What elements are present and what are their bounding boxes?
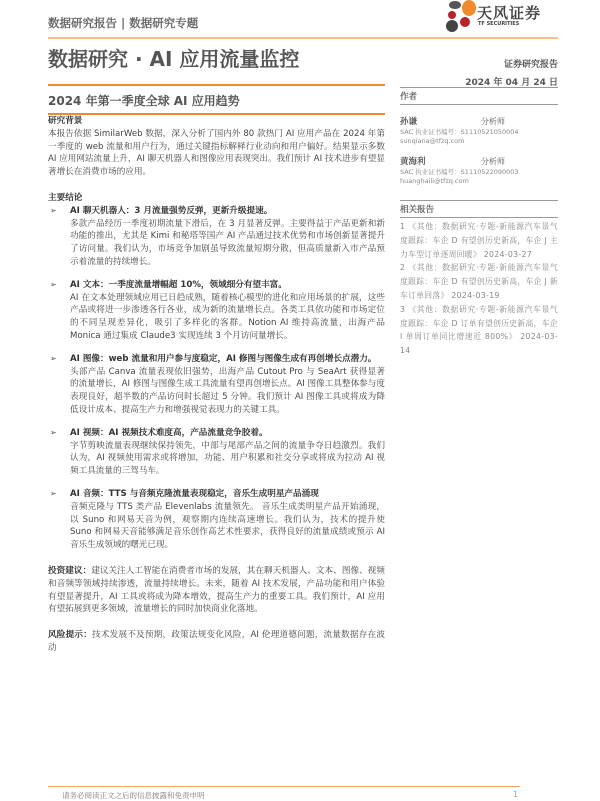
conclusion-title: AI 图像：web 流量和用户参与度稳定，AI 修图与图像生成有再创增长点潜力。 [70, 353, 377, 364]
conclusions-heading: 主要结论 [48, 192, 83, 203]
author-email[interactable]: huanghaili@tfzq.com [400, 177, 469, 185]
bullet-arrow-icon: ➢ [50, 427, 57, 437]
bullet-arrow-icon: ➢ [50, 205, 57, 215]
bullet-arrow-icon: ➢ [50, 353, 57, 363]
author-email[interactable]: sunqiana@tfzq.com [400, 137, 465, 145]
authors-heading: 作者 [400, 87, 558, 105]
conclusion-text: AI 在文本处理领域应用已日趋成熟，随着核心模型的进化和应用场景的扩展，这些产品或将进一步渗透各行各业，成为新的流量增长点。各类工具依功能和市场定位的不同呈现差异化，吸引了多样化的客群。Notion AI 维持高流量，出海产品 Monica 通过集成 Claude3 实现连续 3 个月访问量增长。 [70, 292, 385, 341]
conclusion-text: 多款产品经历一季度初期流量下滑后，在 3 月显著反弹。主要得益于产品更新和新功能的推出，尤其是 Kimi 和秘塔等国产 AI 产品通过技术优势和市场创新显著提升了访问量。我们认为，市场竞争加剧虽导致流量短期分散，但高质量新入市产品预示着流量的持续增长。 [70, 218, 385, 267]
background-text: 本报告依据 SimilarWeb 数据，深入分析了国内外 80 款热门 AI 应用产品在 2024 年第一季度的 web 流量和用户行为，通过关键指标解释行业动向和用户偏好。结果显示多数 AI 应用网站流量上升，AI 聊天机器人和图像应用表现突出。我们预计 AI 技术进步有望显著增长在消费市场的应用。 [48, 128, 385, 178]
author-sac: SAC 执业证书编号：S1110521050004 [400, 128, 519, 136]
conclusion-title: AI 视频：AI 视频技术难度高，产品流量竞争胶着。 [70, 427, 268, 438]
risk-warning [48, 629, 385, 655]
main-content [48, 115, 385, 655]
logo-subtext: TF SECURITIES [478, 21, 520, 27]
title-divider [48, 84, 385, 86]
conclusion-title: AI 聊天机器人：3 月流量强势反弹，更新升级提速。 [70, 205, 273, 216]
investment-text: 建议关注人工智能在消费者市场的发展，其在聊天机器人、文本、图像、视频和音频等领域持续渗透，流量持续增长。未来，随着 AI 技术发展，产品功能和用户体验有望显著提升，AI 工具或将成为降本增效，提高生产力的重要工具。我们预计，AI 应用有望拓展到更多领域，流量增长的同时加快商业化落地。 [48, 565, 385, 615]
page-title: 数据研究 · AI 应用流量监控 [48, 47, 300, 71]
conclusion-item [48, 488, 385, 552]
related-heading: 相关报告 [400, 200, 558, 218]
investment-label: 投资建议： [48, 565, 92, 576]
author-name: 孙谦 [400, 117, 418, 127]
conclusion-text: 音频克隆与 TTS 类产品 Elevenlabs 流量领先。 音乐生成类明星产品开始涌现，以 Suno 和网易天音为例，观察期内连续高速增长。我们认为，技术的提升使 Suno 和网易天音能够满足音乐创作高艺术性要求，获得良好的流量成绩或预示 AI 音乐生成领域的曙光已现。 [70, 501, 385, 551]
related-report-link[interactable]: 2 《其他：数据研究·专题-新能源汽车景气度跟踪：车企 D 有望创历史新高，车企 J 新车订单回落》 2024-03-19 [400, 263, 558, 300]
page-subtitle: 2024 年第一季度全球 AI 应用趋势 [48, 94, 240, 108]
conclusion-title: AI 文本：一季度流量增幅超 10%，领域细分有望丰富。 [70, 279, 287, 290]
conclusion-item [48, 427, 385, 478]
conclusion-text: 头部产品 Canva 流量表现依旧强势，出海产品 Cutout Pro 与 SeaArt 获得显著的流量增长，AI 修图与图像生成工具流量有望再创增长点。AI 图像工具整体参与度表现良好，超半数的产品访问时长超过 5 分钟。我们预计 AI 图像工具或将成为降低设计成本、提高生产力和增强视觉表现力的关键工具。 [70, 366, 385, 415]
conclusion-title: AI 音频：TTS 与音频克隆流量表现稳定，音乐生成明星产品涌现 [70, 488, 319, 499]
author-role: 分析师 [481, 117, 505, 126]
header-divider [48, 37, 558, 39]
author-role: 分析师 [481, 157, 505, 166]
authors-panel [400, 87, 558, 358]
related-report-link[interactable]: 1 《其他：数据研究·专题-新能源汽车景气度跟踪：车企 D 有望创历史新高，车企 J 主力车型订单逐周回暖》 2024-03-27 [400, 222, 558, 259]
conclusion-item [48, 353, 385, 417]
investment-advice [48, 565, 385, 616]
logo-mark-icon [445, 0, 477, 32]
conclusion-text: 字节剪映流量表现继续保持领先，中部与尾部产品之间的流量争夺日趋激烈。我们认为，AI 视频使用需求或将增加，功能、用户积累和社交分享或将成为拉动 AI 视频工具流量的三驾马车。 [70, 440, 385, 477]
author [400, 109, 558, 146]
conclusion-item [48, 205, 385, 269]
report-date: 2024 年 04 月 24 日 [465, 78, 558, 88]
report-series: 数据研究报告 | 数据研究专题 [48, 16, 199, 30]
background-heading: 研究背景 [48, 116, 83, 126]
footer-divider [48, 786, 520, 787]
author-sac: SAC 执业证书编号：S1110522090003 [400, 168, 519, 176]
bullet-arrow-icon: ➢ [50, 279, 57, 289]
conclusion-item [48, 279, 385, 343]
tf-securities-logo [445, 0, 560, 32]
footer-disclaimer: 请务必阅读正文之后的信息披露和免责申明 [62, 791, 205, 800]
risk-label: 风险提示： [48, 630, 93, 641]
risk-text: 技术发展不及预期，政策法规变化风险，AI 伦理道德问题，流量数据存在波动 [48, 630, 385, 653]
logo-text: 天风证券 [477, 4, 542, 22]
page-number: 1 [513, 790, 518, 799]
author-name: 黄海利 [400, 157, 426, 167]
author [400, 149, 558, 186]
bullet-arrow-icon: ➢ [50, 488, 57, 498]
report-type: 证券研究报告 [503, 60, 558, 70]
related-report-link[interactable]: 3 《其他：数据研究·专题-新能源汽车景气度跟踪：车企 D 订单有望创历史新高，车企 I 单周订单同比增速近 800%》 2024-03-14 [400, 304, 558, 356]
